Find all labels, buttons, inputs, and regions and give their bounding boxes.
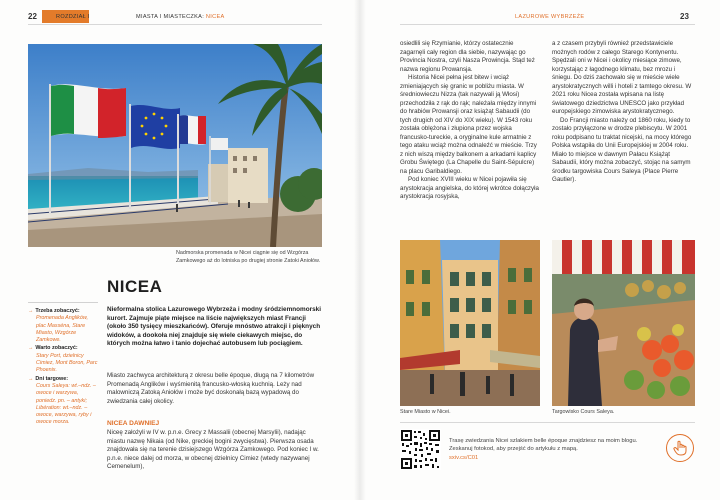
sidebar-list-must-see: Promenada Anglików, plac Masséna, Stare Miasto, Wzgórze Zamkowe. <box>36 315 88 344</box>
lead-paragraph: Nieformalna stolica Lazurowego Wybrzeża i modny śródziemnomorski kurort. Zajmuje piąte miejsce na liście największych miast Francji (około 350 tysięcy mieszkańców). Oferuje mnóstwo atrakcji i pięknych widoków, a dookoła niej znajduje się wiele ciekawych miejsc, do których można łatwo i tanio dojechać autobusem lub pociągiem. <box>107 306 322 348</box>
market-caption: Targowisko Cours Saleya. <box>552 409 615 415</box>
right-header-rule <box>400 24 695 25</box>
footer-rule <box>400 422 695 423</box>
column2-paragraph: Do Francji miasto należy od 1860 roku, kiedy to zostało przyłączone w drodze plebiscytu. W 2001 roku podpisano tu traktat nicejski, na mocy którego Polska wstąpiła do Unii Europejskiej w 2004 roku. Miało to miejsce w dawnym Pałacu Książąt Sabaudii, który można zobaczyć, stojąc na samym środku targowiska Cours Saleya (Place Pierre Gautier). <box>552 116 692 183</box>
promenade-caption: Nadmorska promenada w Nicei ciągnie się od Wzgórza Zamkowego aż do lotniska po drugiej stronie Zatoki Aniołów. <box>176 250 321 264</box>
right-column-2 <box>552 40 695 185</box>
column1-paragraph: Historia Nicei pełna jest bitew i wciąż zmieniających się granic w pobliżu miasta. W średniowieczu Nizza (tak nazywali ją Włosi) przechodziła z rąk do rąk; należała między innymi do hrabiów Prowansji oraz książąt Sabaudii (do tych drugich od XIV do XIX wieku). W 1543 roku została oblężona i złupiona przez wojska francusko-tureckie, a oryginalne kule armatnie z tego ataku wciąż można odnaleźć w mieście. Trzy z nich wiszą między balkonem a arkadami kaplicy Grobu Świętego (La Chapelle du Saint-Sépulcre) na placu Garibaldiego. <box>400 74 537 175</box>
left-page-number: 22 <box>28 12 37 21</box>
sidebar-top-rule <box>28 302 98 303</box>
column2-paragraph: a z czasem przybyli również przedstawiciele możnych rodów z całego Starego Kontynentu. Spędzali oni w Nicei i okolicy miesiące zimowe, korzystając z łagodnego klimatu, bez mrozu i śniegu. Do dziś zachowało się w mieście wiele arystokratycznych willi i hoteli z tamtego okresu. W 2021 roku Nicea została wpisana na listę światowego dziedzictwa UNESCO jako przykład europejskiego zimowiska arystokratycznego. <box>552 40 692 115</box>
market-photo <box>552 240 695 406</box>
qr-short-link[interactable]: sxiv.cs/C01 <box>449 454 479 461</box>
chapter-label: ROZDZIAŁ I <box>56 14 90 20</box>
column1-paragraph: osiedlili się Rzymianie, którzy ostatecznie zagarnęli cały region dla siebie, nazywając go Provincia Nostra, czyli Nasza Prowincja. Stąd też nazwa regionu Prowansja. <box>400 40 535 73</box>
hand-tap-icon <box>666 434 694 462</box>
sidebar-box <box>28 308 98 428</box>
sidebar-heading-must-see: → Trzeba zobaczyć: <box>28 308 80 314</box>
qr-description-text: Trasę zwiedzania Nicei szlakiem belle époque znajdziesz na moim blogu. Zeskanuj fotokod, aby przejść do artykułu z mapą. <box>449 438 638 453</box>
page-title: NICEA <box>107 277 163 296</box>
right-page-number: 23 <box>680 12 689 21</box>
sidebar-list-worth-seeing: Stary Port, dzielnicy Cimiez, Mont Boron, Parc Phoenix. <box>36 352 98 374</box>
history-subheading: NICEA DAWNIEJ <box>107 420 160 427</box>
section-name: NICEA <box>205 14 225 20</box>
old-town-photo <box>400 240 540 406</box>
right-section-label: LAZUROWE WYBRZEŻE <box>515 14 585 20</box>
old-town-street-photo <box>400 240 540 406</box>
arrow-right-icon: → <box>28 345 34 352</box>
promenade-photo <box>28 44 322 247</box>
qr-description <box>449 437 649 462</box>
sidebar-heading-market-days: → Dni targowe: <box>28 375 69 382</box>
section-prefix: MIASTA I MIASTECZKA: <box>136 14 205 20</box>
left-header-rule <box>28 24 322 25</box>
qr-code-graphic <box>400 429 441 470</box>
hand-tap-icon-graphic <box>672 440 688 456</box>
qr-code[interactable] <box>400 429 441 470</box>
intro-paragraph: Miasto zachwyca architekturą z okresu belle époque, długą na 7 kilometrów Promenadą Anglików i wyśmienitą francusko-włoską kuchnią. Leży nad malowniczą Zatoką Aniołów i może być doskonałą bazą wypadową do zwiedzania całej okolicy. <box>107 372 315 405</box>
old-town-caption: Stare Miasto w Nicei. <box>400 409 451 415</box>
right-column-1 <box>400 40 540 202</box>
sidebar-heading-worth-seeing: → Warto zobaczyć: <box>28 345 78 352</box>
history-paragraph: Niceę założyli w IV w. p.n.e. Grecy z Massalii (obecnej Marsylii), nadając miastu nazwę Nikaia (od Nike, greckiej bogini zwycięstwa). Pierwsza osada znajdowała się na terenie dzisiejszego Wzgórza Zamkowego. Pod koniec I w. p.n.e. niece dalej od morza, w obecnej dzielnicy Cimiez (wtedy nazywanej Cemenelum), <box>107 429 319 470</box>
section-label <box>136 14 225 20</box>
market-stall-photo <box>552 240 695 406</box>
promenade-flags-photo <box>28 44 322 247</box>
arrow-right-icon: → <box>28 375 34 382</box>
arrow-right-icon: → <box>28 308 34 314</box>
column1-paragraph: Pod koniec XVIII wieku w Nicei pojawiła się arystokracja angielska, do której wkrótce dołączyła arystokracja rosyjska, <box>400 176 539 200</box>
sidebar-list-market-days: Cours Saleya: wt.–ndz. – owoce i warzywa, poniedz. pn. – antyki; Libération: wt.–ndz. – owoce, warzywa, ryby i owoce morza. <box>36 382 96 426</box>
book-gutter <box>354 0 366 500</box>
